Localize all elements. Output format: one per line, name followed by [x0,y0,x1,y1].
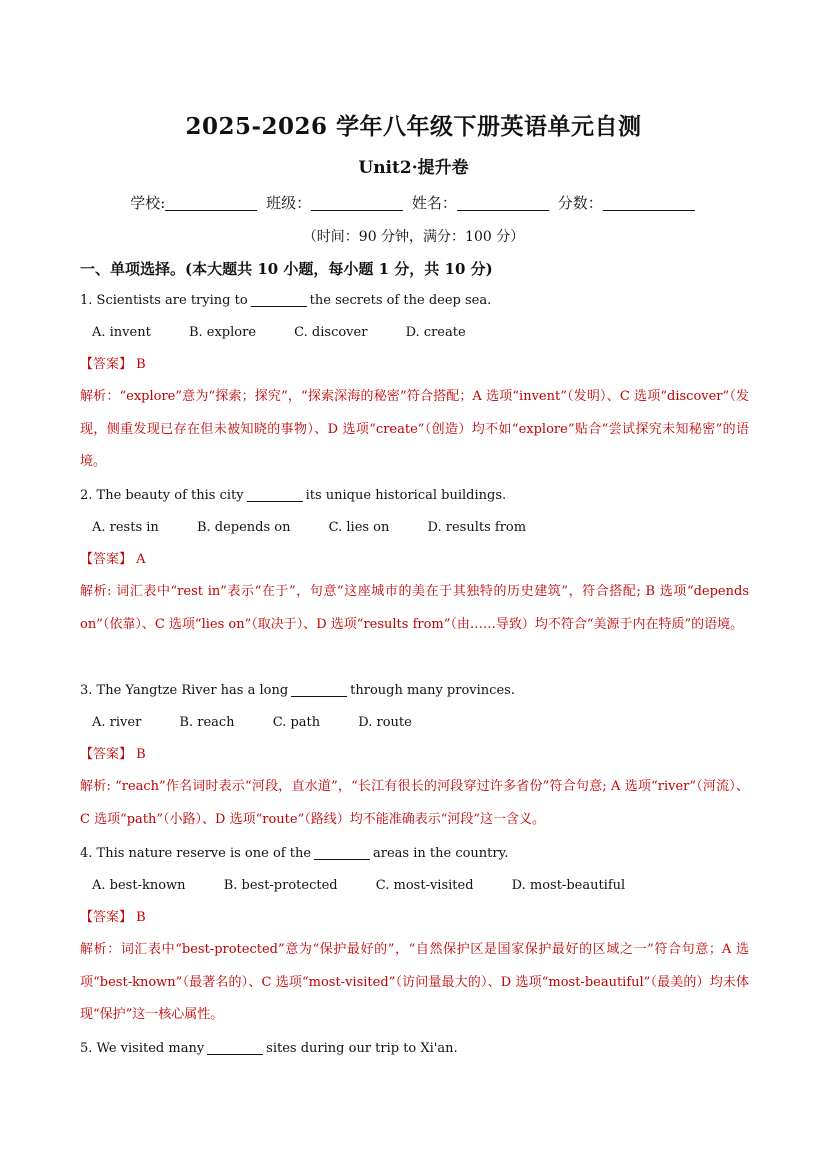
student-info-line [0,192,827,213]
option-b: B. reach [179,715,235,730]
option-d: D. create [405,325,466,340]
time-info: （时间：90 分钟，满分：100 分） [302,229,525,245]
school-field [130,194,259,212]
answer-label: 【答案】 [80,910,133,925]
question-block [80,1033,749,1065]
option-c: C. discover [294,325,368,340]
question-stem: 5. We visited many sites during our trip to Xi'an. [80,1041,458,1056]
question-stem: 2. The beauty of this city its unique historical buildings. [80,488,507,503]
answer-value: B [136,910,146,925]
question-number: 5. [80,1041,93,1056]
answer-label: 【答案】 [80,357,133,372]
question-block [80,675,749,836]
options-row [80,512,749,544]
name-blank [457,195,549,211]
answer-blank [251,293,307,307]
option-c: C. lies on [328,520,390,535]
options-row [80,870,749,902]
name-label: 姓名： [411,194,457,212]
option-d: D. route [358,715,412,730]
explanation: 解析: “reach”作名词时表示“河段，直水道”，“长江有很长的河段穿过许多省份”符合句意; A 选项“river”（河流）、C 选项“path”（小路）、D 选项“route”（路线）均不能准确表示“河段”这一含义。 [80,779,749,827]
explanation: 解析：词汇表中“best-protected”意为“保护最好的”，“自然保护区是国家保护最好的区域之一”符合句意；A 选项“best-known”（最著名的）、C 选项“most-visited”（访问量最大的）、D 选项“most-beautiful”（最美的）均未体现“保护”这一核心属性。 [80,942,749,1022]
option-a: A. river [92,715,142,730]
option-a: A. invent [92,325,151,340]
class-blank [311,195,403,211]
answer-blank [291,683,347,697]
explanation: 解析：“explore”意为“探索；探究”，“探索深海的秘密”符合搭配；A 选项“invent”（发明）、C 选项“discover”（发现，侧重发现已存在但未被知晓的事物）、D 选项“create”（创造）均不如“explore”贴合“尝试探究未知秘密”的语境。 [80,389,749,469]
answer-blank [314,846,370,860]
option-a: A. rests in [92,520,159,535]
school-label: 学校: [130,194,166,212]
answer-blank [247,488,303,502]
option-d: D. results from [427,520,527,535]
answer-line [80,902,749,934]
page-title: 2025-2026 学年八年级下册英语单元自测 [185,113,642,140]
answer-blank [207,1041,263,1055]
question-stem: 4. This nature reserve is one of the areas in the country. [80,846,509,861]
question-number: 3. [80,683,93,698]
question-number: 2. [80,488,93,503]
option-c: C. most-visited [375,878,474,893]
option-a: A. best-known [92,878,186,893]
question-block [80,838,749,1032]
score-blank [603,195,695,211]
school-blank [165,195,257,211]
answer-label: 【答案】 [80,747,133,762]
option-d: D. most-beautiful [511,878,626,893]
class-field [266,194,405,212]
question-block [80,285,749,479]
question-number: 1. [80,293,93,308]
name-field [412,194,551,212]
option-c: C. path [272,715,321,730]
options-row [80,707,749,739]
section-title: 一、单项选择。(本大题共 10 小题，每小题 1 分，共 10 分) [80,260,493,278]
option-b: B. depends on [196,520,291,535]
answer-line [80,739,749,771]
page-subtitle: Unit2·提升卷 [358,158,469,178]
question-stem: 3. The Yangtze River has a long through many provinces. [80,683,515,698]
option-b: B. best-protected [223,878,338,893]
answer-line [80,349,749,381]
score-field [558,194,697,212]
answer-value: B [136,357,146,372]
answer-line [80,544,749,576]
options-row [80,317,749,349]
score-label: 分数： [557,194,603,212]
explanation: 解析: 词汇表中“rest in”表示“在于”，句意“这座城市的美在于其独特的历史建筑”，符合搭配; B 选项“depends on”（依靠）、C 选项“lies on”（取决于）、D 选项“results from”（由……导致）均不符合“美源于内在特质”的语境。 [80,584,749,632]
question-block [80,480,749,641]
question-number: 4. [80,846,93,861]
option-b: B. explore [188,325,257,340]
answer-value: B [136,747,146,762]
answer-label: 【答案】 [80,552,133,567]
question-stem: 1. Scientists are trying to the secrets of the deep sea. [80,293,492,308]
class-label: 班级： [266,194,312,212]
answer-value: A [136,552,146,567]
